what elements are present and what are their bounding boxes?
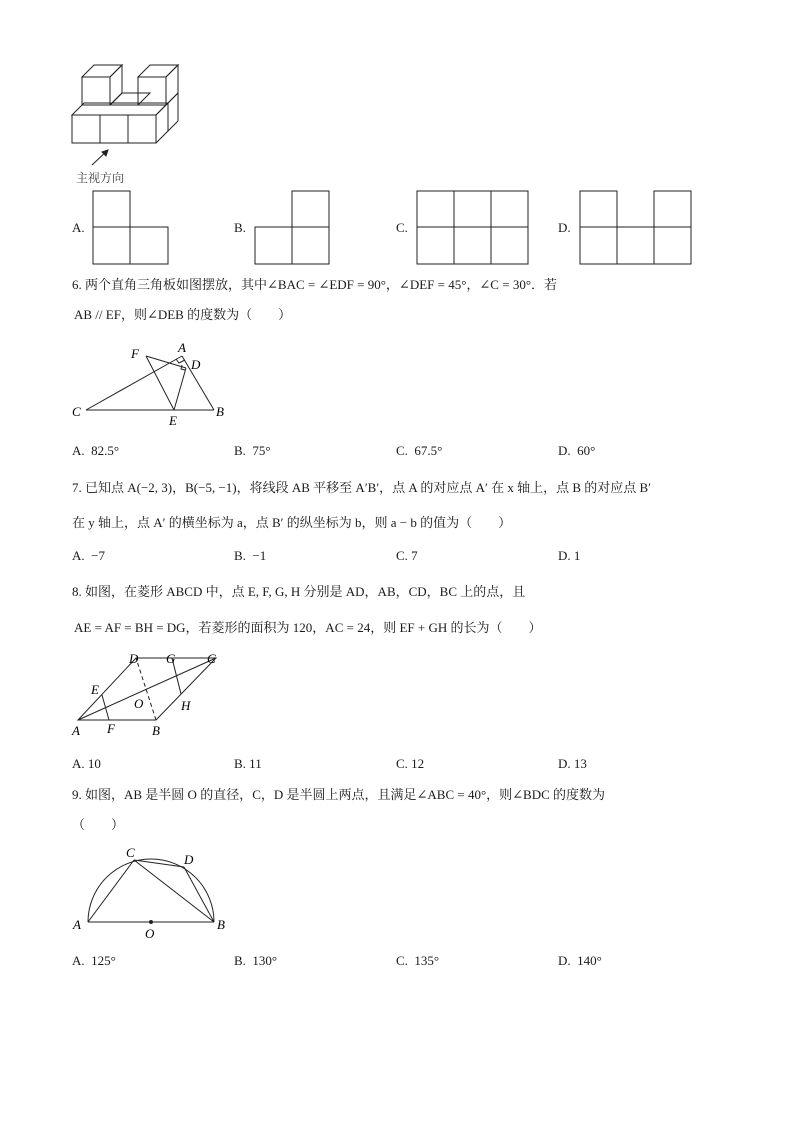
q6-label-A: A bbox=[178, 340, 186, 355]
q7-option-b[interactable]: B. −1 bbox=[234, 548, 267, 563]
q8-option-b[interactable]: B. 11 bbox=[234, 756, 262, 771]
q9-stem-line2: （ ） bbox=[72, 817, 125, 832]
q6-label-D: D bbox=[191, 357, 201, 372]
q7-option-d[interactable]: D. 1 bbox=[558, 548, 581, 563]
q7-option-c[interactable]: C. 7 bbox=[396, 548, 418, 563]
q6-option-a[interactable]: A. 82.5° bbox=[72, 443, 120, 458]
q6-option-b[interactable]: B. 75° bbox=[234, 443, 271, 458]
q8-label-G: G bbox=[166, 651, 176, 666]
q8-label-B: B bbox=[152, 723, 160, 738]
q9-stem-line1: 9. 如图，AB 是半圆 O 的直径，C，D 是半圆上两点，且满足∠ABC = 40°，则∠BDC 的度数为 bbox=[72, 787, 606, 802]
q6-option-d[interactable]: D. 60° bbox=[558, 443, 596, 458]
q8-label-A: A bbox=[72, 723, 80, 738]
q6-label-F: F bbox=[131, 346, 139, 361]
q7-option-a[interactable]: A. −7 bbox=[72, 548, 105, 563]
q5-option-b-figure bbox=[254, 190, 332, 266]
q8-label-E: E bbox=[91, 682, 99, 697]
q7-stem-line2: 在 y 轴上，点 A′ 的横坐标为 a，点 B′ 的纵坐标为 b，则 a − b 的值为（ ） bbox=[72, 515, 512, 530]
q5-option-a-label[interactable]: A. bbox=[72, 220, 85, 235]
q5-option-c-label[interactable]: C. bbox=[396, 220, 408, 235]
q6-stem-line2: AB // EF，则∠DEB 的度数为（ ） bbox=[74, 307, 292, 322]
q5-option-a-figure bbox=[92, 190, 170, 266]
q9-option-d[interactable]: D. 140° bbox=[558, 953, 602, 968]
q5-option-c-figure bbox=[416, 190, 530, 266]
q7-stem-line1: 7. 已知点 A(−2, 3)，B(−5, −1)，将线段 AB 平移至 A′B′，点 A 的对应点 A′ 在 x 轴上，点 B 的对应点 B′ bbox=[72, 480, 652, 495]
q8-stem-line1: 8. 如图，在菱形 ABCD 中，点 E, F, G, H 分别是 AD，AB，CD，BC 上的点，且 bbox=[72, 584, 526, 599]
q9-option-c[interactable]: C. 135° bbox=[396, 953, 440, 968]
q5-option-b-label[interactable]: B. bbox=[234, 220, 246, 235]
q6-label-B: B bbox=[216, 404, 224, 419]
q8-option-c[interactable]: C. 12 bbox=[396, 756, 425, 771]
q8-rhombus-figure bbox=[68, 648, 228, 740]
q8-stem-line2: AE = AF = BH = DG，若菱形的面积为 120，AC = 24，则 EF + GH 的长为（ ） bbox=[74, 620, 542, 635]
q9-label-B: B bbox=[217, 917, 225, 932]
q8-label-F: F bbox=[107, 721, 115, 736]
q5-option-d-figure bbox=[579, 190, 693, 266]
q6-label-C: C bbox=[72, 404, 81, 419]
q9-label-D: D bbox=[184, 852, 194, 867]
q6-option-c[interactable]: C. 67.5° bbox=[396, 443, 443, 458]
q9-label-A: A bbox=[73, 917, 81, 932]
q8-label-H: H bbox=[181, 698, 191, 713]
q9-label-C: C bbox=[126, 845, 135, 860]
q6-label-E: E bbox=[169, 413, 177, 428]
q9-label-O: O bbox=[145, 926, 155, 941]
q8-label-O: O bbox=[134, 696, 144, 711]
q9-option-b[interactable]: B. 130° bbox=[234, 953, 278, 968]
q6-triangle-figure bbox=[68, 340, 238, 430]
q8-option-d[interactable]: D. 13 bbox=[558, 756, 587, 771]
q5-direction-label: 主视方向 bbox=[76, 171, 125, 185]
q8-label-D: D bbox=[129, 651, 139, 666]
q9-option-a[interactable]: A. 125° bbox=[72, 953, 116, 968]
q8-option-a[interactable]: A. 10 bbox=[72, 756, 101, 771]
q5-option-d-label[interactable]: D. bbox=[558, 220, 571, 235]
q8-label-C: C bbox=[207, 651, 216, 666]
q9-semicircle-figure bbox=[68, 840, 238, 944]
q6-stem-line1: 6. 两个直角三角板如图摆放，其中∠BAC = ∠EDF = 90°，∠DEF = 45°，∠C = 30°．若 bbox=[72, 277, 558, 292]
